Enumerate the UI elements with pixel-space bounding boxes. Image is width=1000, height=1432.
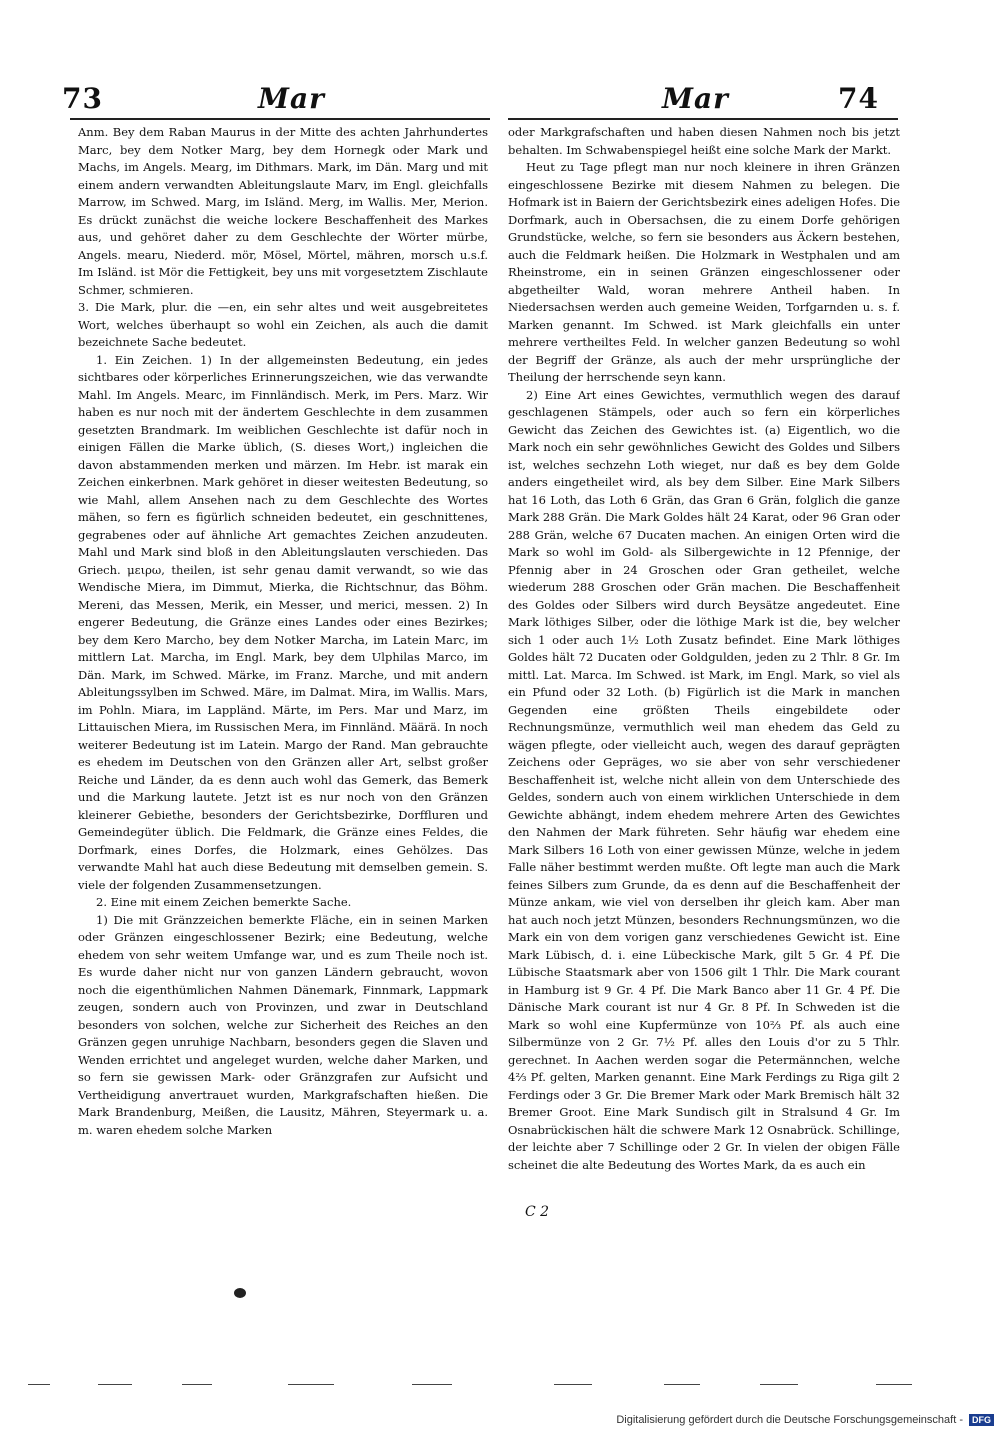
- dfg-logo: DFG: [969, 1414, 994, 1426]
- digitization-footer: [616, 1414, 994, 1426]
- paragraph-heut-zu-tage: Heut zu Tage pflegt man nur noch kleinere in ihren Gränzen eingeschlossene Bezirke mit diesem Nahmen zu belegen. Die Hofmark ist in Baiern der Gerichtsbezirk eines adeligen Hofes. Die Dorfmark, auch in Obersachsen, die zu einem Dorfe gehörigen Grundstücke, welche, so fern sie besonders aus Äckern bestehen, auch die Feldmark heißen. Die Holzmark in Westphalen und am Rheinstrome, ein in seinen Gränzen eingeschlossener oder abgetheilter Wald, woran mehrere Antheil haben. In Niedersachsen werden auch gemeine Weiden, Torfgarnden u. s. f. Marken genannt. Im Schwed. ist Mark gleichfalls ein unter mehrere vertheiltes Feld. In welcher ganzen Bedeutung so wohl der Begriff der Gränze, als auch der mehr ursprüngliche der Theilung der herrschende seyn kann.: [508, 160, 900, 384]
- page-number-right: 74: [838, 82, 879, 115]
- header-rule-right: [508, 118, 898, 120]
- footer-text: Digitalisierung gefördert durch die Deutsche Forschungsgemeinschaft -: [616, 1414, 963, 1426]
- paragraph-entry-3: 3. Die Mark, plur. die —en, ein sehr altes und weit ausgebreitetes Wort, welches überhaupt so wohl ein Zeichen, als auch die damit bezeichnete Sache bedeutet.: [78, 300, 488, 349]
- header-rule-left: [70, 118, 490, 120]
- paragraph-gewicht: 2) Eine Art eines Gewichtes, vermuthlich wegen des darauf geschlagenen Stämpels, oder auch so fern ein körperliches Gewicht das Zeichen des Gewichtes ist. (a) Eigentlich, wo die Mark noch ein sehr gewöhnliches Gewicht des Goldes und Silbers ist, welches sechzehn Loth wieget, nur daß es bey dem Golde anders eingetheilet wird, als bey dem Silber. Eine Mark Silbers hat 16 Loth, das Loth 6 Grän, das Gran 6 Grän, folglich die ganze Mark 288 Grän. Die Mark Goldes hält 24 Karat, oder 96 Gran oder 288 Grän, welche 67 Ducaten machen. An einigen Orten wird die Mark so wohl im Gold- als Silbergewichte in 12 Pfennige, der Pfennig aber in 24 Groschen oder Gran getheilet, welche wiederum 288 Groschen oder Grän machen. Die Beschaffenheit des Goldes oder Silbers wird durch Beysätze angedeutet. Eine Mark löthiges Silber, oder die löthige Mark ist die, bey welcher sich 1 oder auch 1½ Loth Zusatz befindet. Eine Mark löthiges Goldes hält 72 Ducaten oder Goldgulden, jeden zu 2 Thlr. 8 Gr. Im mittl. Lat. Marca. Im Schwed. ist Mark, im Engl. Mark, so viel als ein Pfund oder 32 Loth. (b) Figürlich ist die Mark in manchen Gegenden eine größten Theils eingebildete oder Rechnungsmünze, vermuthlich weil man ehedem das Geld zu wägen pflegte, oder vielleicht auch, wegen des darauf geprägten Zeichens oder Gepräges, wo sie aber von sehr verschiedener Beschaffenheit ist, welche nicht allein von dem Unterschiede des Geldes, sondern auch von einem wirklichen Unterschiede in dem Gewichte abhängt, indem ehedem mehrere Arten des Gewichtes den Nahmen der Mark führeten. Sehr häufig war ehedem eine Mark Silbers 16 Loth von einer gewissen Münze, welche in jedem Falle näher bestimmt werden mußte. Oft legte man auch die Mark feines Silbers zum Grunde, da es denn auf die Beschaffenheit der Münze ankam, wie viel von derselben ihr gleich kam. Aber man hat auch noch jetzt Münzen, besonders Rechnungsmünzen, wo die Mark ein von dem vorigen ganz verschiedenes Gewicht ist. Eine Mark Lübisch, d. i. eine Lübeckische Mark, gilt 5 Gr. 4 Pf. Die Lübische Staatsmark aber von 1506 gilt 1 Thlr. Die Mark courant in Hamburg ist 9 Gr. 4 Pf. Die Mark Banco aber 11 Gr. 4 Pf. Die Dänische Mark courant ist nur 4 Gr. 8 Pf. In Schweden ist die Mark so wohl eine Kupfermünze von 10⅔ Pf. als auch eine Silbermünze von 2 Gr. 7½ Pf. alles den Louis d'or zu 5 Thlr. gerechnet. In Aachen werden sogar die Petermännchen, welche 4⅔ Pf. gelten, Marken genannt. Eine Mark Ferdings zu Riga gilt 2 Ferdings oder 3 Gr. Die Bremer Mark oder Mark Bremisch hält 32 Bremer Groot. Eine Mark Sundisch gilt in Stralsund 4 Gr. Im Osnabrückischen hält die schwere Mark 12 Osnabrück. Schillinge, der leichte aber 7 Schillinge oder 2 Gr. In vielen der obigen Fälle scheinet die alte Bedeutung des Wortes Mark, da es auch ein: [508, 387, 900, 1172]
- paragraph-anm: Anm. Bey dem Raban Maurus in der Mitte des achten Jahrhundertes Marc, bey dem Notker Marg, bey dem Hornegk oder Mark und Machs, im Angels. Mearg, im Dithmars. Mark, im Dän. Marg und mit einem andern verwandten Ableitungslaute Marv, im Engl. gleichfalls Marrow, im Schwed. Marg, im Isländ. Merg, im Wallis. Mer, Merion. Es drückt zunächst die weiche lockere Beschaffenheit des Markes aus, und gehöret daher zu dem Geschlechte der Wörter mürbe, Angels. mearu, Niederd. mör, Mösel, Mörtel, mähren, morsch u.s.f. Im Isländ. ist Mör die Fettigkeit, bey uns mit vorgesetztem Zischlaute Schmer, schmieren.: [78, 125, 488, 297]
- ink-smudge: [234, 1288, 246, 1298]
- paragraph-zeichen: 1. Ein Zeichen. 1) In der allgemeinsten Bedeutung, ein jedes sichtbares oder körperliches Erinnerungszeichen, wie das verwandte Mahl. Im Angels. Mearc, im Finnländisch. Merk, im Pers. Marz. Wir haben es nur noch mit der ändertem Geschlechte in dem zusammen gesetzten Brandmark. Im weiblichen Geschlechte ist dafür noch in einigen Fällen die Marke üblich, (S. dieses Wort,) ingleichen die davon abstammenden merken und märzen. Im Hebr. ist marak ein Zeichen einkerbnen. Mark gehöret in dieser weitesten Bedeutung, so wie Mahl, allem Ansehen nach zu dem Geschlechte des Wortes mähen, so fern es figürlich schneiden bedeutet, ein geschnittenes, gegrabenes oder auf ähnliche Art gemachtes Zeichen anzudeuten. Mahl und Mark sind bloß in den Ableitungslauten verschieden. Das Griech. μειρω, theilen, ist sehr genau damit verwandt, so wie das Wendische Miera, im Dimmut, Mierka, die Richtschnur, das Böhm. Mereni, das Messen, Merik, ein Messer, und merici, messen. 2) In engerer Bedeutung, die Gränze eines Landes oder eines Bezirkes; bey dem Kero Marcho, bey dem Notker Marcha, im Latein Marc, im mittlern Lat. Marcha, im Engl. Mark, bey dem Ulphilas Marco, im Dän. Mark, im Schwed. Märke, im Franz. Marche, und mit andern Ableitungssylben im Schwed. Märe, im Dalmat. Mira, im Wallis. Mars, im Pohln. Miara, im Lappländ. Märte, im Pers. Mar und Marz, im Littauischen Miera, im Russischen Mera, im Finnländ. Määrä. In noch weiterer Bedeutung ist im Latein. Margo der Rand. Man gebrauchte es ehedem im Deutschen von den Gränzen aller Art, selbst großer Reiche und Länder, da es denn auch wohl das Gemerk, das Bemerk und die Markung lautete. Jetzt ist es nur noch von den Gränzen kleinerer Gebiethe, besonders der Gerichtsbezirke, Dorffluren und Gemeindegüter üblich. Die Feldmark, die Gränze eines Feldes, die Dorfmark, eines Dorfes, die Holzmark, eines Gehölzes. Das verwandte Mahl hat auch diese Bedeutung mit demselben gemein. S. viele der folgenden Zusammensetzungen.: [78, 352, 488, 892]
- signature-mark: C 2: [525, 1204, 550, 1220]
- running-head-left: Mar: [258, 82, 325, 115]
- paragraph-continuation: oder Markgrafschaften und haben diesen Nahmen noch bis jetzt behalten. Im Schwabenspiegel heißt eine solche Mark der Markt.: [508, 125, 900, 157]
- paragraph-bemerkte-sache: 2. Eine mit einem Zeichen bemerkte Sache.: [96, 895, 352, 909]
- page-number-left: 73: [62, 82, 103, 115]
- left-column: [78, 124, 488, 1309]
- right-column: [508, 124, 900, 1204]
- paragraph-flaeche: 1) Die mit Gränzzeichen bemerkte Fläche, ein in seinen Marken oder Gränzen eingeschlossener Bezirk; eine Bedeutung, welche ehedem von sehr weitem Umfange war, und es zum Theile noch ist. Es wurde daher nicht nur von ganzen Ländern gebraucht, wovon noch die eigenthümlichen Nahmen Dänemark, Finnmark, Lappmark zeugen, sondern auch von Provinzen, und zwar in Deutschland besonders von solchen, welche zur Sicherheit des Reiches an den Gränzen gegen unruhige Nachbarn, besonders gegen die Slaven und Wenden errichtet und angeleget wurden, welche daher Marken, und so fern sie gewissen Mark- oder Gränzgrafen zur Aufsicht und Vertheidigung anvertrauet wurden, Markgrafschaften hießen. Die Mark Brandenburg, Meißen, die Lausitz, Mähren, Steyermark u. a. m. waren ehedem solche Marken: [78, 912, 488, 1137]
- running-head-right: Mar: [662, 82, 729, 115]
